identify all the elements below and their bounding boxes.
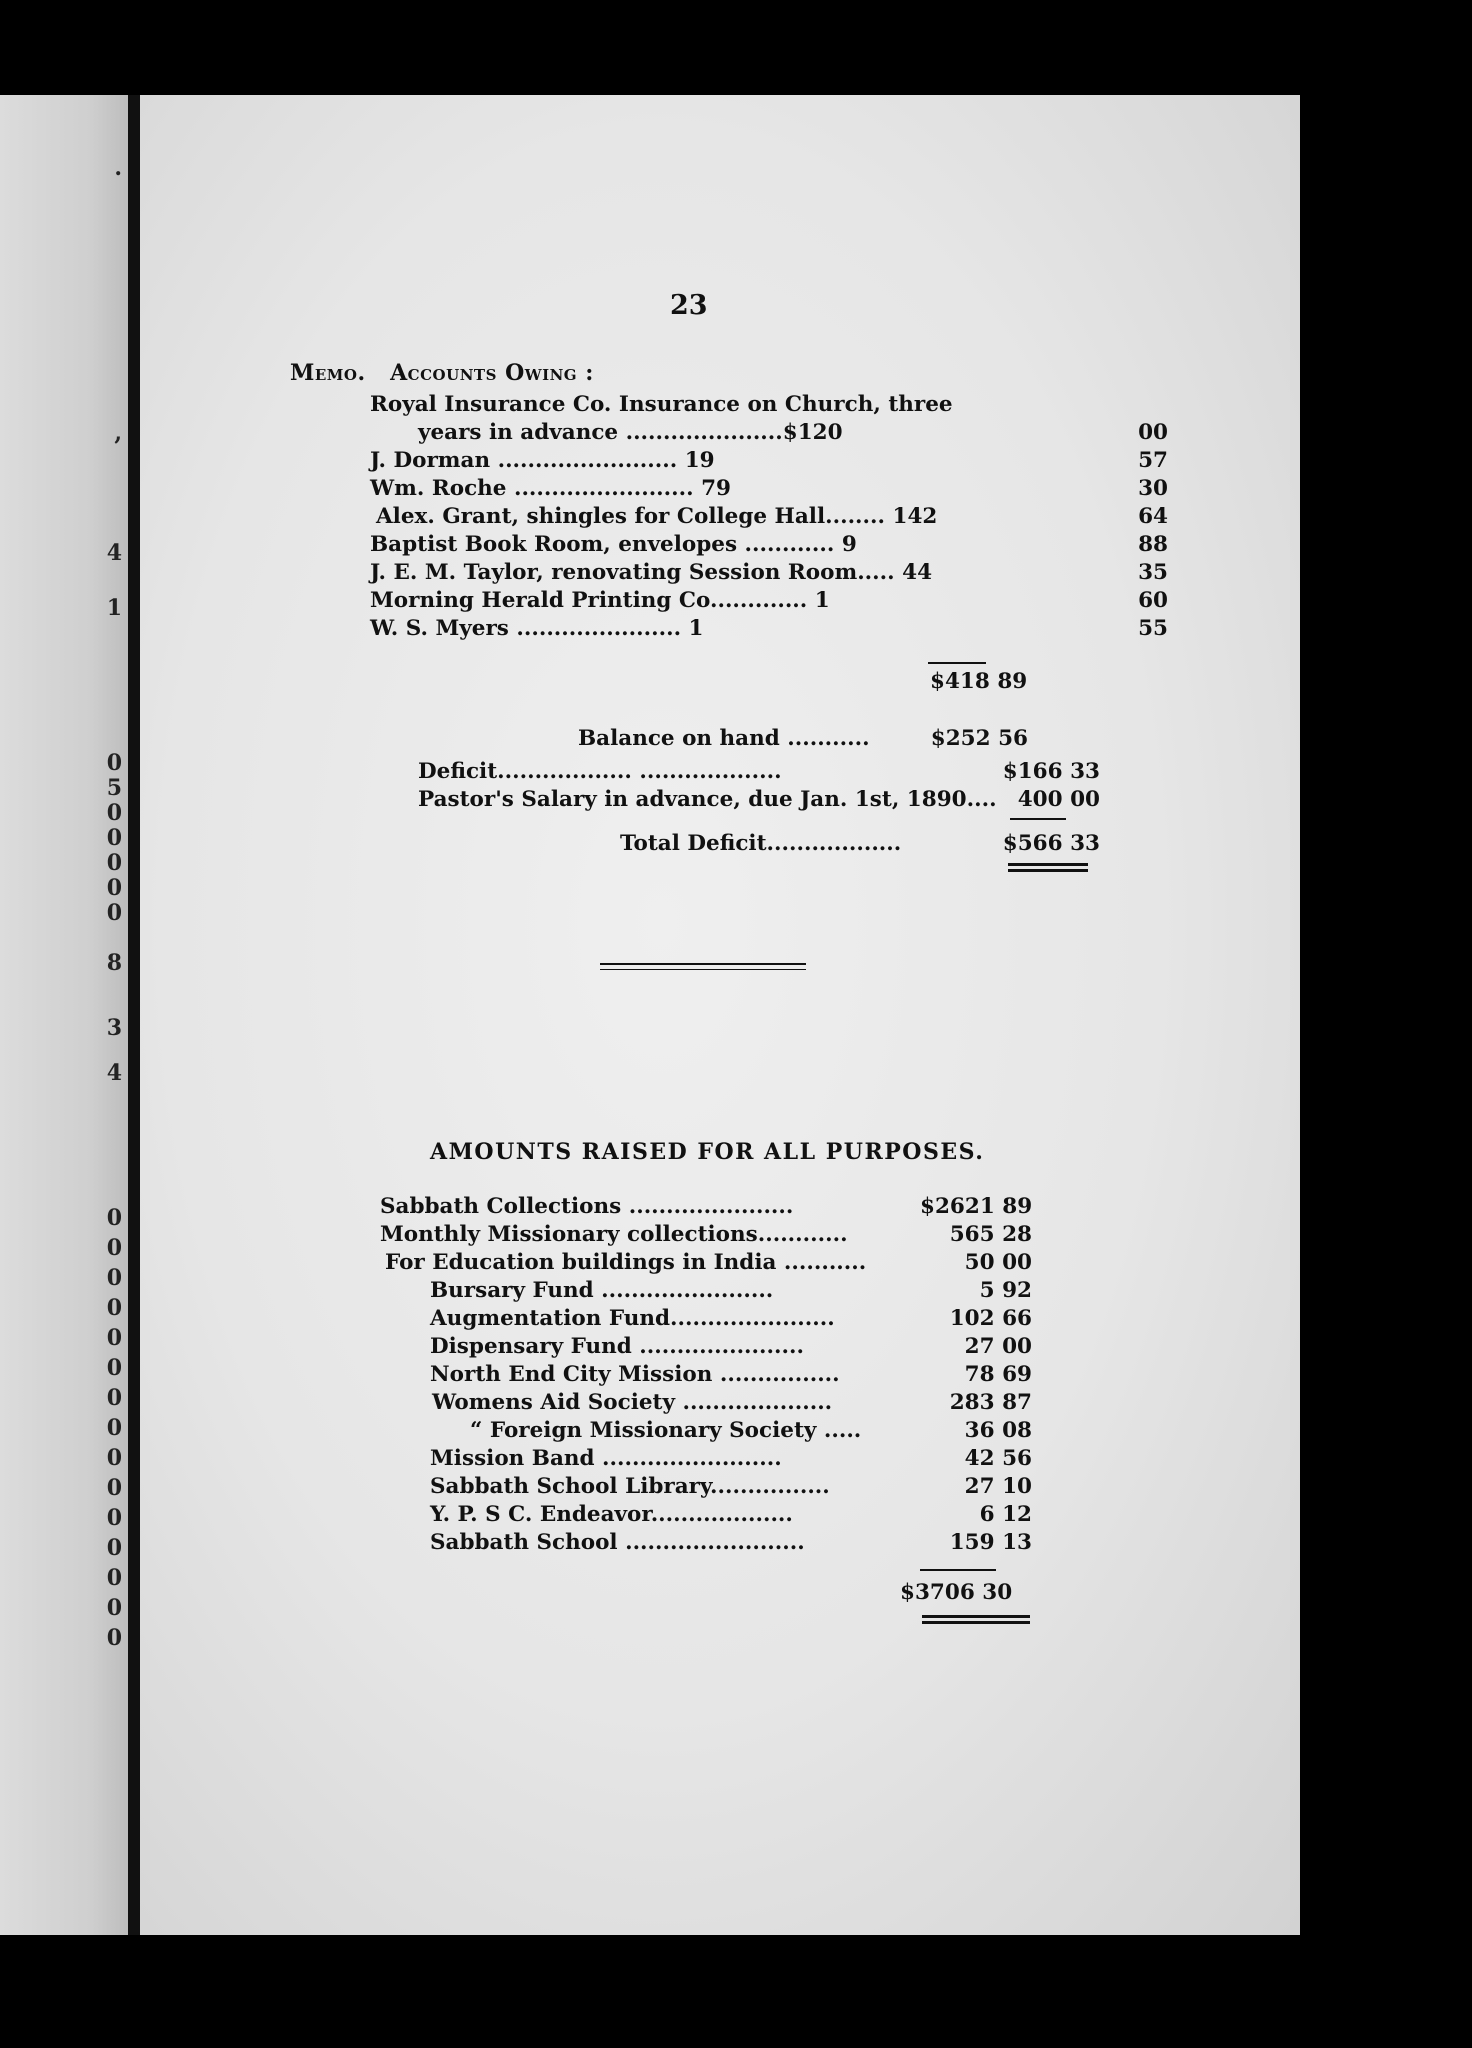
raised-item-label: Monthly Missionary collections............ bbox=[380, 1222, 848, 1247]
page-spine bbox=[128, 95, 140, 1935]
deficit-label: Deficit.................. ................... bbox=[418, 759, 782, 784]
raised-item-amount: 36 08 bbox=[964, 1418, 1032, 1443]
raised-item-label: Sabbath School Library................ bbox=[430, 1474, 830, 1499]
left-stub: 5 bbox=[106, 775, 122, 801]
left-stub: , bbox=[114, 420, 122, 446]
raised-item-label: Augmentation Fund...................... bbox=[430, 1306, 835, 1331]
double-rule bbox=[1008, 863, 1088, 866]
total-deficit-amount: $566 33 bbox=[1002, 831, 1100, 856]
left-stub: 0 bbox=[106, 1265, 122, 1291]
memo-item-label: Royal Insurance Co. Insurance on Church, three bbox=[370, 392, 953, 417]
memo-item-amount: 30 bbox=[1138, 476, 1168, 501]
raised-item-amount: 6 12 bbox=[979, 1502, 1032, 1527]
raised-item-label: Bursary Fund ....................... bbox=[430, 1278, 774, 1303]
memo-item bbox=[370, 615, 1170, 643]
raised-item-amount: 42 56 bbox=[964, 1446, 1032, 1471]
balance-row bbox=[578, 725, 1078, 753]
memo-total bbox=[930, 668, 1050, 696]
left-stub: 0 bbox=[106, 1235, 122, 1261]
raised-item-amount: 159 13 bbox=[949, 1530, 1032, 1555]
raised-item bbox=[430, 1277, 1230, 1305]
raised-item-amount: $2621 89 bbox=[920, 1194, 1033, 1219]
left-stub: 0 bbox=[106, 1565, 122, 1591]
raised-item bbox=[430, 1445, 1230, 1473]
raised-item bbox=[430, 1529, 1230, 1557]
raised-item-amount: 50 00 bbox=[964, 1250, 1032, 1275]
sum-rule bbox=[928, 662, 986, 664]
sum-rule bbox=[920, 1569, 996, 1571]
memo-item bbox=[370, 475, 1170, 503]
left-stub: 1 bbox=[106, 595, 122, 621]
raised-item bbox=[430, 1305, 1230, 1333]
memo-item-label: Morning Herald Printing Co............. 1 bbox=[370, 588, 830, 613]
double-rule bbox=[1008, 869, 1088, 872]
pastor-salary-label: Pastor's Salary in advance, due Jan. 1st, 1890.... bbox=[418, 787, 997, 812]
memo-item-label: years in advance .....................$120 bbox=[418, 420, 843, 445]
memo-item bbox=[370, 447, 1170, 475]
memo-item-label: J. Dorman ........................ 19 bbox=[370, 448, 715, 473]
memo-item-amount: 55 bbox=[1138, 616, 1168, 641]
left-page-edge bbox=[0, 95, 128, 1935]
left-stub: 0 bbox=[106, 1595, 122, 1621]
raised-item-label: North End City Mission ................ bbox=[430, 1362, 840, 1387]
memo-item bbox=[370, 587, 1170, 615]
balance-amount: $252 56 bbox=[930, 726, 1028, 751]
raised-item-label: For Education buildings in India ........... bbox=[385, 1250, 867, 1275]
memo-item-amount: 35 bbox=[1138, 560, 1168, 585]
left-stub: 0 bbox=[106, 900, 122, 926]
left-stub: 0 bbox=[106, 875, 122, 901]
memo-item-label: J. E. M. Taylor, renovating Session Room..... 44 bbox=[370, 560, 933, 585]
left-stub: 0 bbox=[106, 1475, 122, 1501]
left-stub: 0 bbox=[106, 1385, 122, 1411]
memo-total-amount: $418 89 bbox=[930, 669, 1028, 694]
raised-item-label: “ Foreign Missionary Society ..... bbox=[470, 1418, 862, 1443]
left-stub: 0 bbox=[106, 1505, 122, 1531]
raised-item bbox=[430, 1361, 1230, 1389]
left-stub: 0 bbox=[106, 1355, 122, 1381]
balance-label: Balance on hand ........... bbox=[578, 726, 870, 751]
raised-item-amount: 565 28 bbox=[949, 1222, 1032, 1247]
raised-item bbox=[430, 1333, 1230, 1361]
pastor-salary-row bbox=[418, 786, 1218, 814]
memo-title: Accounts Owing : bbox=[390, 360, 594, 386]
memo-item-label: Baptist Book Room, envelopes ............ 9 bbox=[370, 532, 857, 557]
total-deficit-row bbox=[620, 830, 1120, 858]
double-rule bbox=[922, 1621, 1030, 1624]
section-separator bbox=[600, 963, 806, 965]
pastor-salary-amount: 400 00 bbox=[1017, 787, 1100, 812]
memo-item bbox=[418, 419, 1168, 447]
memo-item-label: Alex. Grant, shingles for College Hall........ 142 bbox=[376, 504, 938, 529]
raised-item bbox=[380, 1221, 1180, 1249]
memo-item-amount: 57 bbox=[1138, 448, 1168, 473]
memo-item-amount: 64 bbox=[1138, 504, 1168, 529]
raised-item bbox=[385, 1249, 1185, 1277]
memo-item-amount: 00 bbox=[1138, 420, 1168, 445]
left-stub: 8 bbox=[106, 950, 122, 976]
left-stub: 0 bbox=[106, 1535, 122, 1561]
left-stub: 0 bbox=[106, 825, 122, 851]
left-stub: 0 bbox=[106, 1445, 122, 1471]
left-stub: 0 bbox=[106, 1325, 122, 1351]
deficit-row bbox=[418, 758, 1218, 786]
memo-item bbox=[376, 503, 1176, 531]
raised-item bbox=[470, 1417, 1270, 1445]
left-stub: 4 bbox=[106, 540, 122, 566]
raised-item-amount: 5 92 bbox=[979, 1278, 1032, 1303]
memo-item bbox=[370, 531, 1170, 559]
raised-item bbox=[430, 1473, 1230, 1501]
left-stub: 0 bbox=[106, 1295, 122, 1321]
raised-item-amount: 27 10 bbox=[964, 1474, 1032, 1499]
raised-item-label: Mission Band ........................ bbox=[430, 1446, 782, 1471]
left-stub: . bbox=[114, 155, 122, 181]
memo-item-amount: 60 bbox=[1138, 588, 1168, 613]
section-heading: AMOUNTS RAISED FOR ALL PURPOSES. bbox=[430, 1139, 985, 1165]
document-page bbox=[140, 95, 1300, 1935]
left-stub: 0 bbox=[106, 750, 122, 776]
double-rule bbox=[922, 1615, 1030, 1618]
raised-item-amount: 78 69 bbox=[964, 1362, 1032, 1387]
left-stub: 0 bbox=[106, 1625, 122, 1651]
raised-total bbox=[900, 1579, 1030, 1607]
memo-prefix: Memo. bbox=[290, 360, 366, 386]
page-number: 23 bbox=[670, 290, 708, 321]
left-stub: 4 bbox=[106, 1060, 122, 1086]
sum-rule bbox=[1010, 818, 1066, 820]
total-deficit-label: Total Deficit.................. bbox=[620, 831, 902, 856]
left-stub: 0 bbox=[106, 1415, 122, 1441]
raised-total-amount: $3706 30 bbox=[900, 1580, 1013, 1605]
left-stub: 0 bbox=[106, 1205, 122, 1231]
raised-item-label: Dispensary Fund ...................... bbox=[430, 1334, 804, 1359]
raised-item-amount: 283 87 bbox=[949, 1390, 1032, 1415]
raised-item bbox=[380, 1193, 1180, 1221]
raised-item bbox=[430, 1501, 1230, 1529]
raised-item bbox=[432, 1389, 1232, 1417]
memo-item-label: W. S. Myers ...................... 1 bbox=[370, 616, 704, 641]
raised-item-label: Y. P. S C. Endeavor................... bbox=[430, 1502, 793, 1527]
memo-item bbox=[370, 391, 1070, 419]
deficit-amount: $166 33 bbox=[1002, 759, 1100, 784]
left-stub: 0 bbox=[106, 800, 122, 826]
left-stub: 0 bbox=[106, 850, 122, 876]
raised-item-amount: 27 00 bbox=[964, 1334, 1032, 1359]
raised-item-label: Sabbath School ........................ bbox=[430, 1530, 805, 1555]
raised-item-label: Womens Aid Society .................... bbox=[432, 1390, 833, 1415]
raised-item-label: Sabbath Collections ...................... bbox=[380, 1194, 794, 1219]
left-stub: 3 bbox=[106, 1015, 122, 1041]
raised-item-amount: 102 66 bbox=[949, 1306, 1032, 1331]
memo-item-label: Wm. Roche ........................ 79 bbox=[370, 476, 732, 501]
memo-item-amount: 88 bbox=[1138, 532, 1168, 557]
memo-heading bbox=[290, 360, 594, 386]
section-separator bbox=[600, 969, 806, 970]
memo-item bbox=[370, 559, 1170, 587]
